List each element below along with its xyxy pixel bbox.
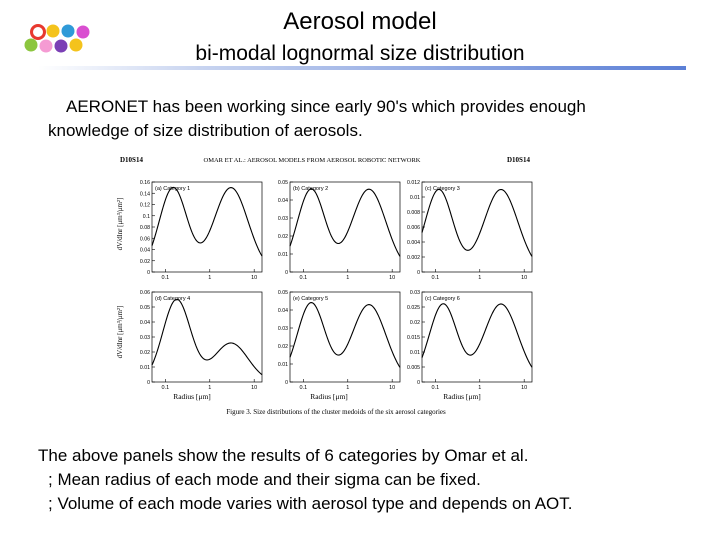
x-tick-label: 0.1 [299,385,308,391]
y-tick-label: 0.004 [407,240,420,246]
figure-caption: Figure 3. Size distributions of the cluster medoids of the six aerosol categories [226,408,446,416]
y-tick-label: 0.03 [409,290,420,296]
note-line-2: ; Mean radius of each mode and their sigma can be fixed. [48,470,481,489]
chart-panel-4 [140,290,262,391]
y-tick-label: 0 [285,380,288,386]
x-tick-label: 0.1 [299,275,308,281]
figure-header-right: D10S14 [507,156,530,164]
x-tick-label: 0.1 [431,385,440,391]
panel-title: (a) Category 1 [155,186,191,192]
y-tick-label: 0.02 [409,320,420,326]
x-tick-label: 0.1 [161,385,170,391]
y-tick-label: 0.008 [407,210,420,216]
y-tick-label: 0.005 [407,365,420,371]
y-tick-label: 0.04 [277,308,288,314]
x-tick-label: 10 [521,385,528,391]
chart-panel-1 [140,180,262,281]
size-distribution-figure [112,152,552,420]
chart-panel-6 [407,290,532,391]
chart-panel-2 [278,180,400,281]
y-tick-label: 0.04 [139,247,150,254]
panel-title: (b) Category 2 [293,186,329,192]
figure-svg [112,152,552,420]
x-tick-label: 1 [478,275,482,281]
y-tick-label: 0 [417,380,420,386]
y-tick-label: 0.14 [139,191,150,198]
y-tick-label: 0.03 [277,216,288,222]
y-tick-label: 0.01 [139,365,150,371]
y-tick-label: 0.04 [277,198,288,204]
x-tick-label: 1 [478,385,482,391]
series-line [290,189,400,256]
x-axis-label-3: Radius [μm] [443,392,481,401]
chart-panel-3 [407,180,532,281]
x-tick-label: 0.1 [161,275,170,281]
y-tick-label: 0.01 [277,362,288,368]
x-tick-label: 1 [208,275,212,281]
y-tick-label: 0 [285,270,288,276]
y-axis-label-top: dV/dlnr [μm³/μm²] [116,197,124,251]
y-tick-label: 0 [417,270,420,276]
y-tick-label: 0.05 [277,290,288,296]
y-tick-label: 0.16 [139,180,150,186]
y-tick-label: 0.012 [407,180,420,186]
y-tick-label: 0.01 [277,252,288,258]
series-line [290,303,400,368]
panel-frame [290,292,400,382]
y-tick-label: 0.02 [139,350,150,356]
y-tick-label: 0.03 [277,326,288,332]
y-tick-label: 0.02 [277,234,288,240]
panel-frame [422,292,532,382]
x-axis-label-2: Radius [μm] [310,392,348,401]
intro-paragraph [48,95,668,143]
note-line-3: ; Volume of each mode varies with aerosol type and depends on AOT. [48,494,573,513]
y-tick-label: 0 [147,270,150,276]
panel-title: (e) Category 5 [293,296,329,302]
slide-title: Aerosol model [283,8,437,35]
x-tick-label: 0.1 [431,275,440,281]
x-tick-label: 1 [346,385,350,391]
y-tick-label: 0.006 [407,225,420,231]
x-tick-label: 10 [251,385,258,391]
slide-subtitle: bi-modal lognormal size distribution [195,42,525,65]
y-tick-label: 0.1 [142,213,150,220]
x-tick-label: 10 [521,275,528,281]
series-line [152,299,262,374]
y-tick-label: 0.03 [139,335,150,341]
y-tick-label: 0.06 [139,290,150,296]
panel-title: (d) Category 4 [155,296,191,302]
note-line-1: The above panels show the results of 6 categories by Omar et al. [38,446,529,465]
y-tick-label: 0.08 [139,225,150,231]
x-tick-label: 1 [208,385,212,391]
panel-frame [422,182,532,272]
figure-header-center: OMAR ET AL.: AEROSOL MODELS FROM AEROSOL ROBOTIC NETWORK [203,157,421,164]
figure-header-left: D10S14 [120,156,143,164]
y-tick-label: 0.025 [407,305,420,311]
y-axis-label-bottom: dV/dlnr [μm³/μm²] [116,305,124,359]
y-tick-label: 0 [147,380,150,386]
y-tick-label: 0.04 [139,320,150,326]
y-tick-label: 0.12 [139,202,150,209]
y-tick-label: 0.05 [139,305,150,311]
panel-title: (c) Category 6 [425,296,460,302]
panel-frame [290,182,400,272]
y-tick-label: 0.02 [277,344,288,350]
series-line [152,187,262,256]
intro-text: AERONET has been working since early 90's which provides enough knowledge of size distribution of aerosols. [48,97,586,140]
x-axis-label-1: Radius [μm] [173,392,211,401]
y-tick-label: 0.01 [409,350,420,356]
notes-block [38,444,698,516]
x-tick-label: 10 [251,275,258,281]
series-line [422,189,532,256]
y-tick-label: 0.02 [139,258,150,265]
x-tick-label: 10 [389,385,396,391]
panel-frame [152,182,262,272]
panel-frame [152,292,262,382]
title-divider [38,66,686,70]
chart-panel-5 [278,290,400,391]
series-line [422,304,532,368]
y-tick-label: 0.002 [407,255,420,261]
x-tick-label: 1 [346,275,350,281]
x-tick-label: 10 [389,275,396,281]
y-tick-label: 0.05 [277,180,288,186]
panel-title: (c) Category 3 [425,186,460,192]
y-tick-label: 0.01 [409,195,420,201]
y-tick-label: 0.06 [139,236,150,243]
y-tick-label: 0.015 [407,335,420,341]
chart-panels [140,180,532,391]
